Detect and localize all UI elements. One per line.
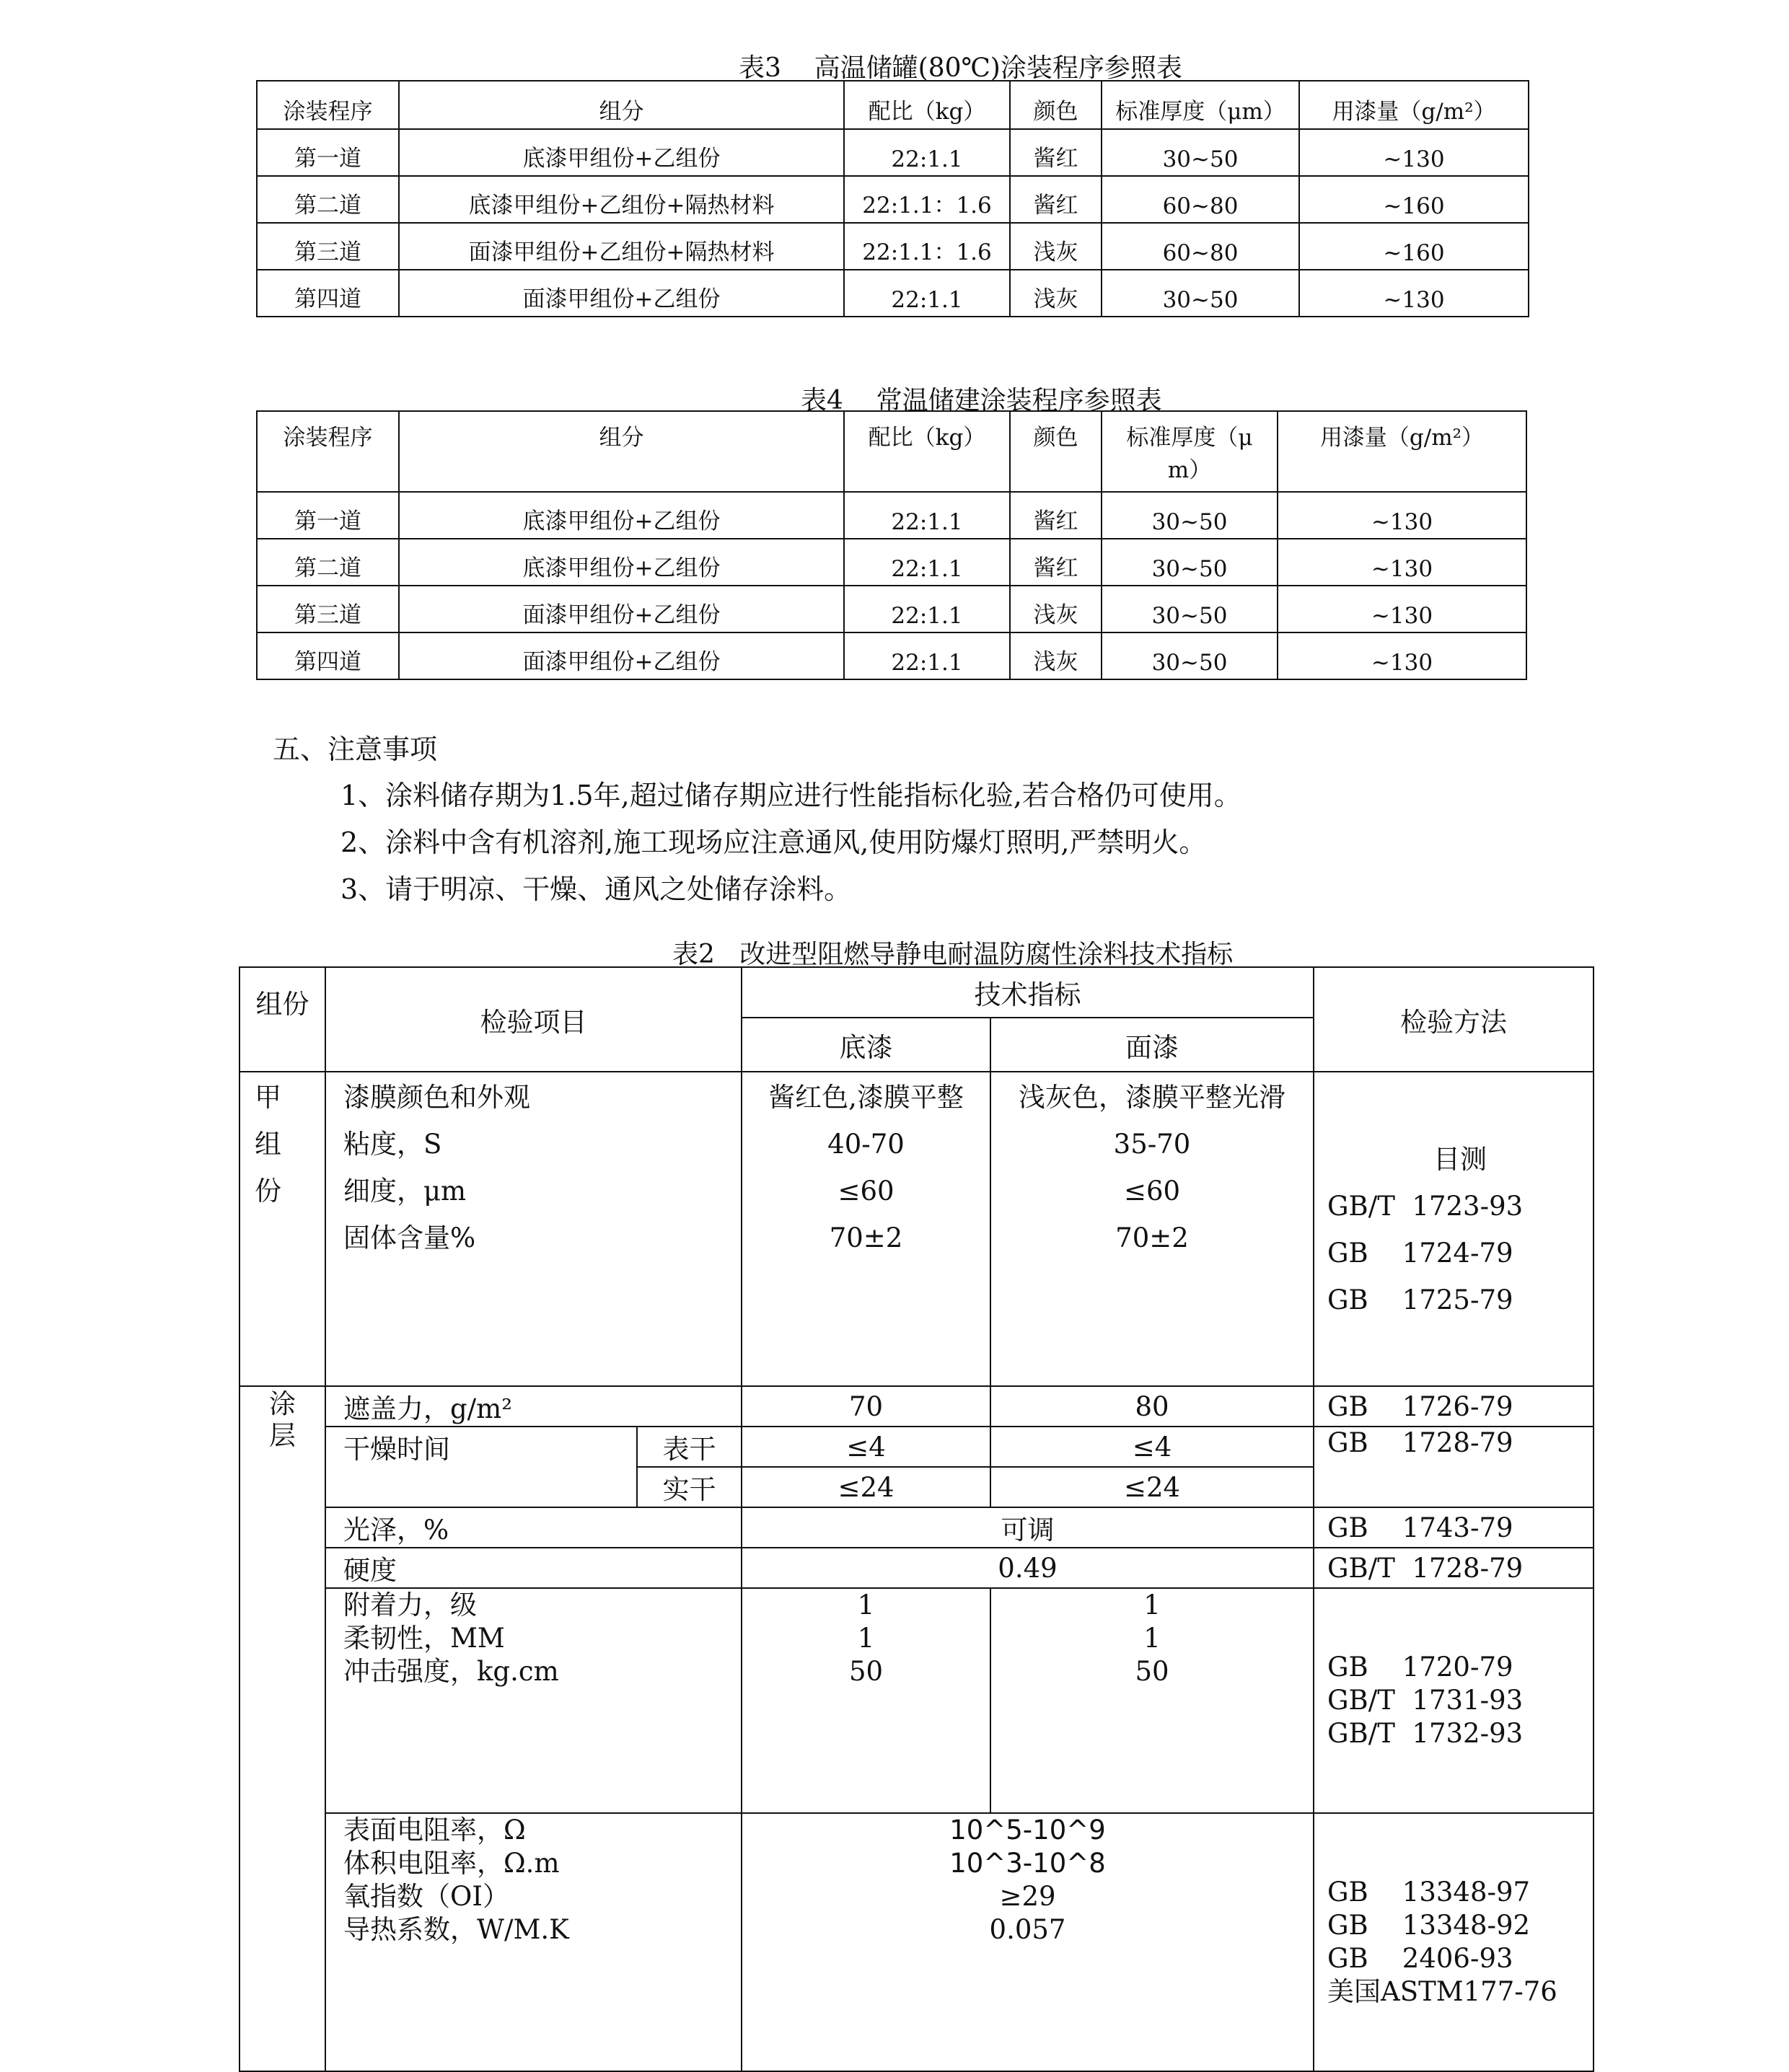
hiding-item: 遮盖力，g/m²: [325, 1386, 742, 1427]
drying-hard-topcoat: ≤24: [990, 1467, 1314, 1507]
table-cell: 22:1.1：1.6: [844, 223, 1010, 270]
note-item: 2、涂料中含有机溶剂,施工现场应注意通风,使用防爆灯照明,严禁明火。: [340, 826, 1207, 858]
table-cell: 酱红: [1010, 176, 1102, 223]
table-row: [257, 492, 1526, 539]
table-cell: ~130: [1278, 632, 1526, 679]
group-a-method: 目测 GB/T 1723-93 GB 1724-79 GB 1725-79: [1314, 1072, 1594, 1386]
column-header: 组分: [399, 81, 844, 129]
table-cell: 第二道: [257, 176, 399, 223]
table-cell: ~130: [1278, 492, 1526, 539]
drying-surface: 表干: [637, 1427, 742, 1467]
table-cell: 22:1.1: [844, 586, 1010, 632]
table-cell: 第二道: [257, 539, 399, 586]
header-method: 检验方法: [1314, 967, 1594, 1072]
drying-hard: 实干: [637, 1467, 742, 1507]
drying-method: GB 1728-79: [1314, 1427, 1594, 1507]
drying-surface-primer: ≤4: [742, 1427, 990, 1467]
table4-normal-temp-coating: [256, 410, 1527, 680]
elec-method: GB 13348-97 GB 13348-92 GB 2406-93 美国ASTM177-76: [1314, 1813, 1594, 2071]
column-header: 组分: [399, 411, 844, 492]
table-row: [257, 632, 1526, 679]
header-component: 组份: [239, 967, 325, 1072]
table-cell: 浅灰: [1010, 586, 1102, 632]
table-cell: 浅灰: [1010, 270, 1102, 317]
column-header: 用漆量（g/m²）: [1278, 411, 1526, 492]
table-cell: 底漆甲组份+乙组份: [399, 129, 844, 176]
mech-method: GB 1720-79 GB/T 1731-93 GB/T 1732-93: [1314, 1588, 1594, 1813]
group-a-label: 甲 组 份: [239, 1072, 325, 1386]
table-cell: 第三道: [257, 586, 399, 632]
table-cell: ~130: [1278, 539, 1526, 586]
table-cell: 底漆甲组份+乙组份+隔热材料: [399, 176, 844, 223]
table-cell: 面漆甲组份+乙组份: [399, 270, 844, 317]
table-cell: 22:1.1: [844, 492, 1010, 539]
table-row: [257, 223, 1529, 270]
table-row: [257, 586, 1526, 632]
note-item: 1、涂料储存期为1.5年,超过储存期应进行性能指标化验,若合格仍可使用。: [340, 780, 1241, 811]
table-cell: 22:1.1: [844, 270, 1010, 317]
hardness-value: 0.49: [742, 1548, 1314, 1588]
table-cell: 30~50: [1102, 632, 1278, 679]
mech-topcoat: 1 1 50: [990, 1588, 1314, 1813]
table-cell: ~130: [1299, 270, 1529, 317]
hardness-method: GB/T 1728-79: [1314, 1548, 1594, 1588]
group-a-topcoat: 浅灰色，漆膜平整光滑 35-70 ≤60 70±2: [990, 1072, 1314, 1386]
table-cell: ~130: [1278, 586, 1526, 632]
header-spec: 技术指标: [742, 967, 1314, 1018]
table-cell: 60~80: [1102, 176, 1299, 223]
table2-tech-specs: [239, 966, 1594, 2072]
table-cell: 面漆甲组份+乙组份: [399, 632, 844, 679]
drying-surface-topcoat: ≤4: [990, 1427, 1314, 1467]
table-cell: 酱红: [1010, 539, 1102, 586]
header-topcoat: 面漆: [990, 1018, 1314, 1072]
table-cell: 30~50: [1102, 129, 1299, 176]
gloss-value: 可调: [742, 1507, 1314, 1548]
table3-high-temp-coating: [256, 80, 1529, 317]
table2-caption: 表2 改进型阻燃导静电耐温防腐性涂料技术指标: [672, 940, 1234, 969]
table-cell: 第一道: [257, 129, 399, 176]
table-cell: 底漆甲组份+乙组份: [399, 539, 844, 586]
notes-heading: 五、注意事项: [273, 733, 438, 765]
table4-caption: 表4 常温储建涂装程序参照表: [801, 386, 1162, 415]
table-cell: 22:1.1: [844, 129, 1010, 176]
table-cell: 浅灰: [1010, 223, 1102, 270]
hiding-topcoat: 80: [990, 1386, 1314, 1427]
column-header: 涂装程序: [257, 411, 399, 492]
column-header: 标准厚度（μ m）: [1102, 411, 1278, 492]
column-header: 颜色: [1010, 81, 1102, 129]
hiding-primer: 70: [742, 1386, 990, 1427]
column-header: 标准厚度（μm）: [1102, 81, 1299, 129]
table-cell: ~160: [1299, 176, 1529, 223]
table-cell: 第四道: [257, 632, 399, 679]
drying-hard-primer: ≤24: [742, 1467, 990, 1507]
table-cell: 底漆甲组份+乙组份: [399, 492, 844, 539]
column-header: 用漆量（g/m²）: [1299, 81, 1529, 129]
table-cell: 22:1.1: [844, 632, 1010, 679]
mech-primer: 1 1 50: [742, 1588, 990, 1813]
gloss-item: 光泽，%: [325, 1507, 742, 1548]
elec-items: 表面电阻率，Ω 体积电阻率，Ω.m 氧指数（OI） 导热系数，W/M.K: [325, 1813, 742, 2071]
table-cell: ~160: [1299, 223, 1529, 270]
note-item: 3、请于明凉、干燥、通风之处储存涂料。: [340, 873, 852, 905]
drying-item: 干燥时间: [325, 1427, 637, 1507]
mech-items: 附着力，级 柔韧性，MM 冲击强度，kg.cm: [325, 1588, 742, 1813]
hardness-item: 硬度: [325, 1548, 742, 1588]
table-cell: 面漆甲组份+乙组份+隔热材料: [399, 223, 844, 270]
group-b-label: 涂 层: [239, 1386, 325, 2071]
group-a-primer: 酱红色,漆膜平整 40-70 ≤60 70±2: [742, 1072, 990, 1386]
table-row: [257, 539, 1526, 586]
table-cell: 第一道: [257, 492, 399, 539]
group-a-items: 漆膜颜色和外观 粘度，S 细度，μm 固体含量%: [325, 1072, 742, 1386]
table-cell: 22:1.1: [844, 539, 1010, 586]
table-row: [257, 270, 1529, 317]
table-cell: 酱红: [1010, 129, 1102, 176]
table-cell: 30~50: [1102, 539, 1278, 586]
table3-caption: 表3 高温储罐(80℃)涂装程序参照表: [739, 53, 1182, 83]
hiding-method: GB 1726-79: [1314, 1386, 1594, 1427]
table-row: [257, 176, 1529, 223]
table-cell: 30~50: [1102, 586, 1278, 632]
table-cell: 浅灰: [1010, 632, 1102, 679]
gloss-method: GB 1743-79: [1314, 1507, 1594, 1548]
table-cell: 60~80: [1102, 223, 1299, 270]
table-cell: 30~50: [1102, 270, 1299, 317]
header-item: 检验项目: [325, 967, 742, 1072]
table-cell: 酱红: [1010, 492, 1102, 539]
elec-values: 10^5-10^9 10^3-10^8 ≥29 0.057: [742, 1813, 1314, 2071]
table-cell: ~130: [1299, 129, 1529, 176]
table-cell: 第三道: [257, 223, 399, 270]
column-header: 配比（kg）: [844, 411, 1010, 492]
column-header: 配比（kg）: [844, 81, 1010, 129]
table-cell: 22:1.1：1.6: [844, 176, 1010, 223]
table-cell: 第四道: [257, 270, 399, 317]
table-cell: 30~50: [1102, 492, 1278, 539]
header-primer: 底漆: [742, 1018, 990, 1072]
table-cell: 面漆甲组份+乙组份: [399, 586, 844, 632]
column-header: 颜色: [1010, 411, 1102, 492]
table-row: [257, 129, 1529, 176]
column-header: 涂装程序: [257, 81, 399, 129]
